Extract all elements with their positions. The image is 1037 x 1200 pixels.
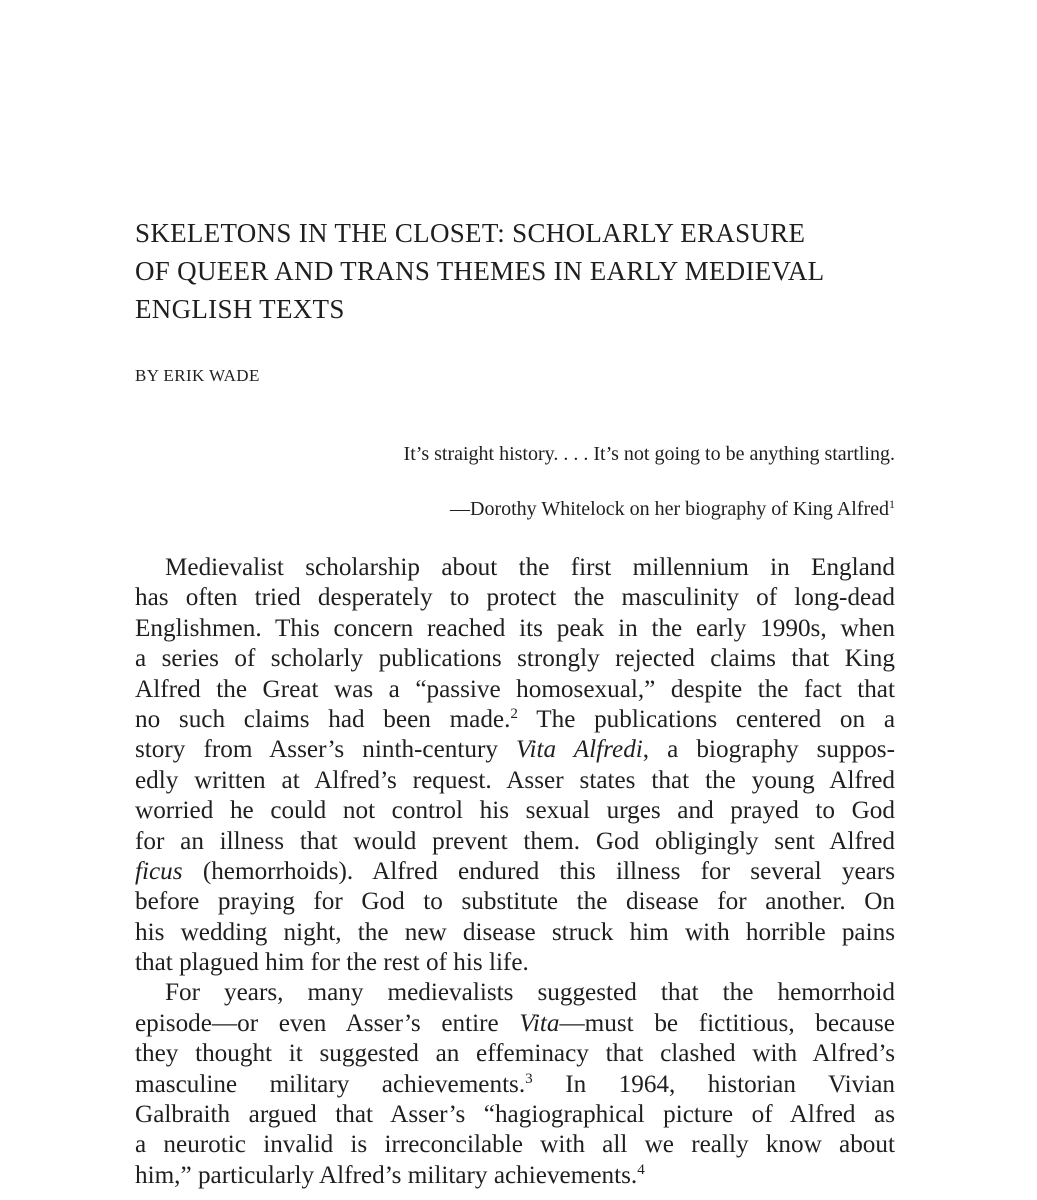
text-line: [135, 1009, 895, 1039]
attribution-text: —Dorothy Whitelock on her biography of King Alfred: [450, 498, 889, 520]
title-line: OF QUEER AND TRANS THEMES IN EARLY MEDIEVAL: [135, 256, 825, 286]
text-line: Englishmen. This concern reached its peak in the early 1990s, when: [135, 614, 895, 642]
paragraph: [135, 553, 895, 978]
text-run: In 1964, historian Vivian: [532, 1070, 895, 1098]
byline: BY ERIK WADE: [135, 366, 260, 385]
italic-title: Vita Alfredi: [516, 736, 643, 764]
article-body: [135, 553, 895, 1191]
epigraph-attribution: [135, 495, 895, 523]
text-run: The publications centered on a: [517, 705, 895, 733]
journal-page: [135, 0, 895, 1200]
footnote-ref: 3: [525, 1070, 533, 1087]
text-line: a series of scholarly publications strongly rejected claims that King: [135, 645, 895, 673]
text-run: (hemorrhoids). Alfred endured this illness for several years: [182, 857, 895, 885]
text-line: [135, 1070, 895, 1100]
text-run: episode—or even Asser’s entire: [135, 1009, 520, 1037]
footnote-ref: 1: [889, 496, 895, 511]
text-line: a neurotic invalid is irreconcilable with all we really know about: [135, 1131, 895, 1159]
text-run: , a biography suppos-: [642, 736, 895, 764]
epigraph-quote: It’s straight history. . . . It’s not going to be anything startling.: [403, 443, 895, 465]
paragraph: [135, 978, 895, 1191]
text-line: [135, 735, 895, 765]
text-run: him,” particularly Alfred’s military achievements.: [135, 1161, 638, 1189]
text-line: Alfred the Great was a “passive homosexual,” despite the fact that: [135, 675, 895, 703]
text-run: masculine military achievements.: [135, 1070, 526, 1098]
epigraph: [135, 440, 895, 523]
title-line: ENGLISH TEXTS: [135, 294, 345, 324]
text-line: that plagued him for the rest of his life.: [135, 949, 529, 977]
text-run: no such claims had been made.: [135, 705, 511, 733]
text-line: before praying for God to substitute the disease for another. On: [135, 888, 895, 916]
italic-title: Vita: [519, 1009, 560, 1037]
text-line: they thought it suggested an effeminacy that clashed with Alfred’s: [135, 1040, 895, 1068]
text-line: has often tried desperately to protect the masculinity of long-dead: [135, 584, 895, 612]
footnote-ref: 2: [510, 705, 518, 722]
italic-term: ficus: [135, 857, 183, 885]
article-title: [135, 214, 895, 328]
text-line: [135, 857, 895, 887]
text-line: [135, 705, 895, 735]
text-line: Galbraith argued that Asser’s “hagiographical picture of Alfred as: [135, 1101, 895, 1129]
text-line: [135, 1161, 895, 1191]
text-line: worried he could not control his sexual urges and prayed to God: [135, 797, 895, 825]
text-run: story from Asser’s ninth-century: [135, 736, 517, 764]
text-line: For years, many medievalists suggested that the hemorrhoid: [165, 979, 895, 1007]
text-line: his wedding night, the new disease struck him with horrible pains: [135, 918, 895, 946]
text-line: edly written at Alfred’s request. Asser states that the young Alfred: [135, 766, 895, 794]
text-line: Medievalist scholarship about the first millennium in England: [165, 554, 895, 581]
text-run: —must be fictitious, because: [559, 1009, 895, 1037]
footnote-ref: 4: [637, 1161, 645, 1178]
title-line: SKELETONS IN THE CLOSET: SCHOLARLY ERASURE: [135, 218, 806, 248]
text-line: for an illness that would prevent them. God obligingly sent Alfred: [135, 827, 895, 855]
